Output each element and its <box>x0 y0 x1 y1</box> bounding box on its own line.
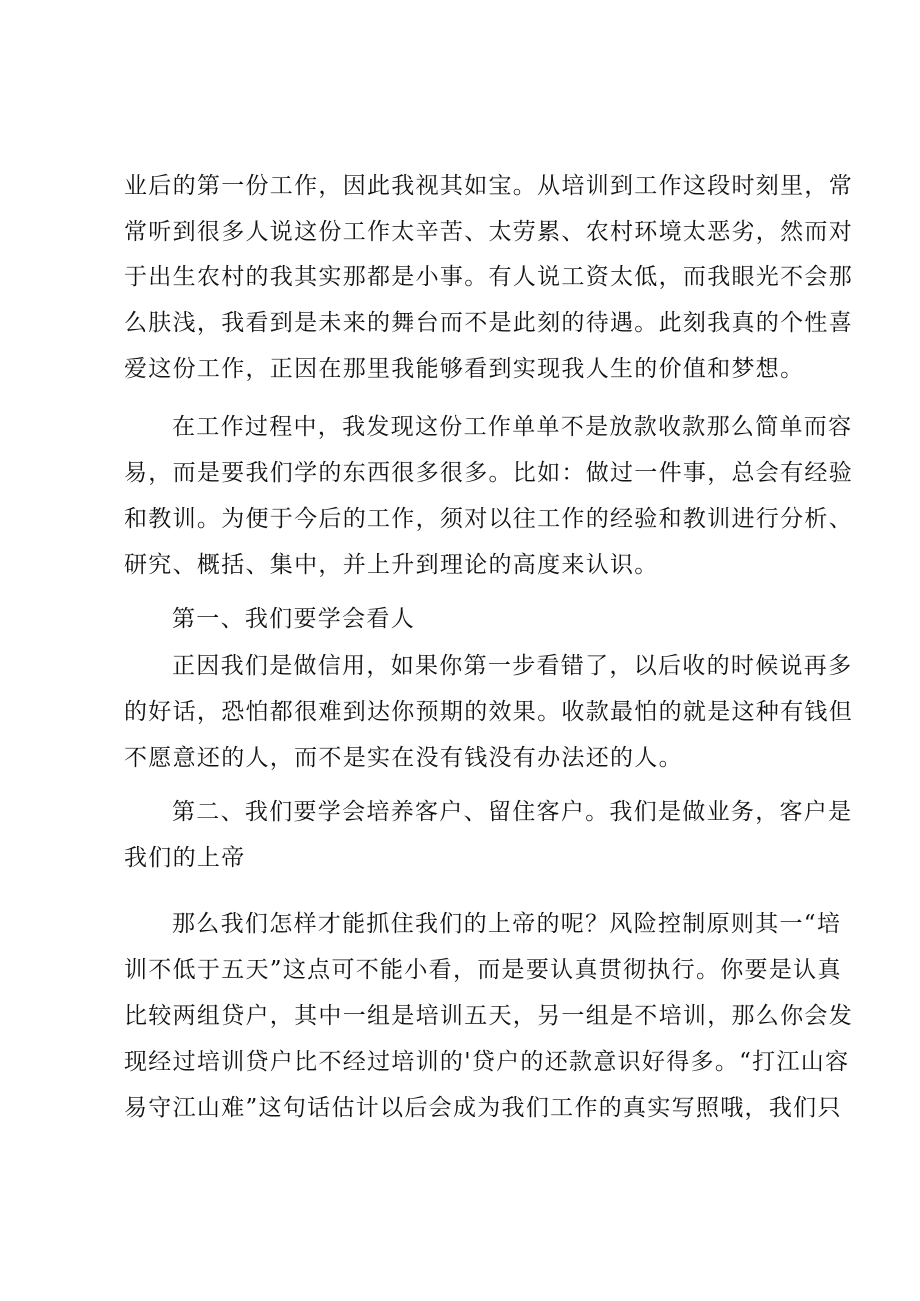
text-line: 我们的上帝 <box>124 845 246 871</box>
text-line: 比较两组贷户，其中一组是培训五天，另一组是不培训，那么你会发 <box>124 1003 853 1029</box>
text-line: 和教训。为便于今后的工作，须对以往工作的经验和教训进行分析、 <box>124 506 853 532</box>
text-line: 易，而是要我们学的东西很多很多。比如：做过一件事，总会有经验 <box>124 460 853 486</box>
text-line: 正因我们是做信用，如果你第一步看错了，以后收的时候说再多 <box>172 653 853 679</box>
text-line: 训不低于五天”这点可不能小看，而是要认真贯彻执行。你要是认真 <box>124 957 842 983</box>
text-line: 不愿意还的人，而不是实在没有钱没有办法还的人。 <box>124 745 683 771</box>
section-heading: 第二、我们要学会培养客户、留住客户。我们是做业务，客户是 <box>172 799 853 825</box>
text-line: 在工作过程中，我发现这份工作单单不是放款收款那么简单而容 <box>172 414 853 440</box>
text-line: 易守江山难”这句话估计以后会成为我们工作的真实写照哦，我们只 <box>124 1095 842 1121</box>
text-line: 那么我们怎样才能抓住我们的上帝的呢？风险控制原则其一“培 <box>172 911 842 937</box>
text-line: 常听到很多人说这份工作太辛苦、太劳累、农村环境太恶劣，然而对 <box>124 219 853 245</box>
text-line: 研究、概括、集中，并上升到理论的高度来认识。 <box>124 552 659 578</box>
text-line: 于出生农村的我其实那都是小事。有人说工资太低，而我眼光不会那 <box>124 264 853 290</box>
text-line: 的好话，恐怕都很难到达你预期的效果。收款最怕的就是这种有钱但 <box>124 699 853 725</box>
text-line: 爱这份工作，正因在那里我能够看到实现我人生的价值和梦想。 <box>124 356 805 382</box>
section-heading: 第一、我们要学会看人 <box>172 606 415 632</box>
text-line: 业后的第一份工作，因此我视其如宝。从培训到工作这段时刻里，常 <box>124 173 853 199</box>
text-line: 现经过培训贷户比不经过培训的'贷户的还款意识好得多。“打江山容 <box>124 1049 850 1075</box>
text-line: 么肤浅，我看到是未来的舞台而不是此刻的待遇。此刻我真的个性喜 <box>124 310 853 336</box>
